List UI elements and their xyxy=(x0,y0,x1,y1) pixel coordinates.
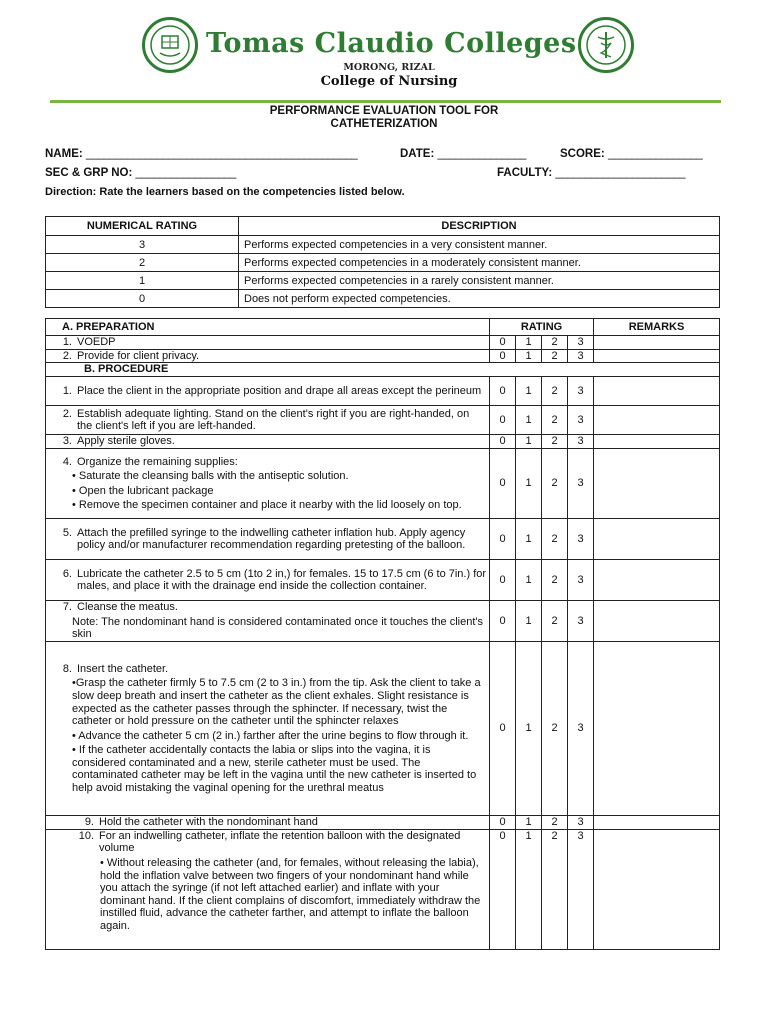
rating-option-0[interactable]: 0 xyxy=(490,601,516,642)
rating-option-3[interactable]: 3 xyxy=(568,829,594,949)
rating-description: Performs expected competencies in a very consistent manner. xyxy=(239,236,720,254)
checklist-row xyxy=(46,435,720,449)
rating-option-1[interactable]: 1 xyxy=(516,449,542,519)
date-field[interactable]: DATE: _______________ xyxy=(400,148,526,160)
remarks-cell[interactable] xyxy=(594,519,720,560)
checklist-row xyxy=(46,336,720,350)
rating-option-1[interactable]: 1 xyxy=(516,519,542,560)
section-b-row xyxy=(46,363,720,377)
faculty-field[interactable]: FACULTY: ______________________ xyxy=(497,167,686,179)
section-group-field[interactable]: SEC & GRP NO: _________________ xyxy=(45,167,236,179)
checklist-item: 3. Apply sterile gloves. xyxy=(46,435,490,449)
section-b-heading: B. PROCEDURE xyxy=(46,363,720,377)
checklist-item: 4. Organize the remaining supplies: • Saturate the cleansing balls with the antiseptic solution. • Open the lubricant package • Remove the specimen container and place it nearby with the lid loosely on top. xyxy=(46,449,490,519)
rating-scale-table xyxy=(45,216,720,308)
header-numerical-rating: NUMERICAL RATING xyxy=(46,217,239,236)
rating-option-1[interactable]: 1 xyxy=(516,377,542,406)
remarks-cell[interactable] xyxy=(594,435,720,449)
remarks-header: REMARKS xyxy=(594,319,720,336)
rating-option-2[interactable]: 2 xyxy=(542,349,568,363)
rating-value: 2 xyxy=(46,254,239,272)
rating-option-2[interactable]: 2 xyxy=(542,642,568,816)
rating-scale-row xyxy=(46,236,720,254)
header-divider xyxy=(50,100,721,103)
rating-option-3[interactable]: 3 xyxy=(568,406,594,435)
rating-option-1[interactable]: 1 xyxy=(516,601,542,642)
rating-option-2[interactable]: 2 xyxy=(542,829,568,949)
rating-value: 1 xyxy=(46,272,239,290)
score-field[interactable]: SCORE: ________________ xyxy=(560,148,703,160)
remarks-cell[interactable] xyxy=(594,560,720,601)
remarks-cell[interactable] xyxy=(594,349,720,363)
checklist-item: 8. Insert the catheter. •Grasp the catheter firmly 5 to 7.5 cm (2 to 3 in.) from the tip. Ask the client to take a slow deep breath and insert the catheter as the client exhales. Slight resistance is expected as the catheter passes through the sphincter. If necessary, twist the catheter or hold pressure on the catheter until the sphincter relaxes • Advance the catheter 5 cm (2 in.) farther after the urine begins to flow through it. • If the catheter accidentally contacts the labia or slips into the vagina, it is considered contaminated and a new, sterile catheter must be used. The contaminated catheter may be left in the vagina until the new catheter is inserted to help avoid mistaking the vaginal opening for the urethral meatus xyxy=(46,642,490,816)
remarks-cell[interactable] xyxy=(594,449,720,519)
direction-text: Direction: Rate the learners based on the competencies listed below. xyxy=(45,186,405,198)
checklist-row xyxy=(46,642,720,816)
remarks-cell[interactable] xyxy=(594,377,720,406)
checklist-item: 1. Place the client in the appropriate position and drape all areas except the perineum xyxy=(46,377,490,406)
rating-scale-row xyxy=(46,290,720,308)
checklist-row xyxy=(46,349,720,363)
rating-option-3[interactable]: 3 xyxy=(568,449,594,519)
rating-option-1[interactable]: 1 xyxy=(516,336,542,350)
letterhead xyxy=(0,14,768,94)
rating-option-3[interactable]: 3 xyxy=(568,519,594,560)
checklist-row xyxy=(46,519,720,560)
checklist-item: 5. Attach the prefilled syringe to the indwelling catheter inflation hub. Apply agency policy and/or manufacturer recommendation regarding pretesting of the balloon. xyxy=(46,519,490,560)
checklist-row xyxy=(46,406,720,435)
rating-option-3[interactable]: 3 xyxy=(568,336,594,350)
evaluation-header-row xyxy=(46,319,720,336)
rating-option-2[interactable]: 2 xyxy=(542,336,568,350)
rating-option-3[interactable]: 3 xyxy=(568,435,594,449)
rating-option-3[interactable]: 3 xyxy=(568,601,594,642)
document-title: PERFORMANCE EVALUATION TOOL FOR CATHETERIZATION xyxy=(269,105,499,130)
remarks-cell[interactable] xyxy=(594,829,720,949)
checklist-row xyxy=(46,377,720,406)
checklist-row xyxy=(46,816,720,830)
rating-scale-row xyxy=(46,272,720,290)
rating-option-1[interactable]: 1 xyxy=(516,642,542,816)
rating-option-0[interactable]: 0 xyxy=(490,336,516,350)
rating-scale-row xyxy=(46,254,720,272)
college-location: MORONG, RIZAL xyxy=(343,62,435,73)
rating-option-0[interactable]: 0 xyxy=(490,377,516,406)
rating-description: Performs expected competencies in a rarely consistent manner. xyxy=(239,272,720,290)
rating-option-1[interactable]: 1 xyxy=(516,406,542,435)
rating-option-2[interactable]: 2 xyxy=(542,435,568,449)
rating-value: 0 xyxy=(46,290,239,308)
rating-option-0[interactable]: 0 xyxy=(490,519,516,560)
college-seal-icon xyxy=(142,17,198,73)
header-description: DESCRIPTION xyxy=(239,217,720,236)
rating-option-0[interactable]: 0 xyxy=(490,349,516,363)
rating-option-0[interactable]: 0 xyxy=(490,829,516,949)
rating-option-1[interactable]: 1 xyxy=(516,560,542,601)
checklist-row xyxy=(46,449,720,519)
rating-option-1[interactable]: 1 xyxy=(516,816,542,830)
rating-option-0[interactable]: 0 xyxy=(490,449,516,519)
remarks-cell[interactable] xyxy=(594,816,720,830)
rating-option-2[interactable]: 2 xyxy=(542,519,568,560)
checklist-item: 7. Cleanse the meatus. Note: The nondominant hand is considered contaminated once it touches the client's skin xyxy=(46,601,490,642)
remarks-cell[interactable] xyxy=(594,642,720,816)
rating-option-0[interactable]: 0 xyxy=(490,560,516,601)
rating-option-2[interactable]: 2 xyxy=(542,406,568,435)
checklist-item: 9. Hold the catheter with the nondominant hand xyxy=(46,816,490,830)
college-name: Tomas Claudio Colleges xyxy=(206,28,577,59)
rating-option-3[interactable]: 3 xyxy=(568,816,594,830)
remarks-cell[interactable] xyxy=(594,406,720,435)
rating-option-1[interactable]: 1 xyxy=(516,349,542,363)
checklist-row xyxy=(46,560,720,601)
checklist-item: 2. Provide for client privacy. xyxy=(46,349,490,363)
rating-option-3[interactable]: 3 xyxy=(568,560,594,601)
rating-scale-header xyxy=(46,217,720,236)
rating-option-2[interactable]: 2 xyxy=(542,449,568,519)
rating-option-2[interactable]: 2 xyxy=(542,816,568,830)
rating-option-2[interactable]: 2 xyxy=(542,560,568,601)
evaluation-table xyxy=(45,318,720,950)
rating-description: Does not perform expected competencies. xyxy=(239,290,720,308)
checklist-item: 1. VOEDP xyxy=(46,336,490,350)
name-field[interactable]: NAME: ______________________________________________ xyxy=(45,148,358,160)
college-unit: College of Nursing xyxy=(320,74,458,89)
rating-header: RATING xyxy=(490,319,594,336)
checklist-item: 10. For an indwelling catheter, inflate the retention balloon with the designated volume • Without releasing the catheter (and, for females, without releasing the labia), hold the inflation valve between two fingers of your nondominant hand while you attach the syringe (if not left attached earlier) and inflate with your dominant hand. If the client complains of discomfort, immediately withdraw the instilled fluid, advance the catheter farther, and attempt to inflate the balloon again. xyxy=(46,829,490,949)
rating-value: 3 xyxy=(46,236,239,254)
checklist-item: 6. Lubricate the catheter 2.5 to 5 cm (1to 2 in,) for females. 15 to 17.5 cm (6 to 7in.) for males, and place it with the drainage end inside the collection container. xyxy=(46,560,490,601)
remarks-cell[interactable] xyxy=(594,336,720,350)
rating-option-2[interactable]: 2 xyxy=(542,601,568,642)
rating-option-1[interactable]: 1 xyxy=(516,435,542,449)
rating-description: Performs expected competencies in a moderately consistent manner. xyxy=(239,254,720,272)
checklist-row xyxy=(46,601,720,642)
rating-option-3[interactable]: 3 xyxy=(568,642,594,816)
remarks-cell[interactable] xyxy=(594,601,720,642)
checklist-row xyxy=(46,829,720,949)
rating-option-3[interactable]: 3 xyxy=(568,377,594,406)
rating-option-3[interactable]: 3 xyxy=(568,349,594,363)
rating-option-1[interactable]: 1 xyxy=(516,829,542,949)
rating-option-2[interactable]: 2 xyxy=(542,377,568,406)
rating-option-0[interactable]: 0 xyxy=(490,406,516,435)
rating-option-0[interactable]: 0 xyxy=(490,642,516,816)
section-a-heading: A. PREPARATION xyxy=(46,319,490,336)
checklist-item: 2. Establish adequate lighting. Stand on the client's right if you are right-handed, on the client's left if you are left-handed. xyxy=(46,406,490,435)
rating-option-0[interactable]: 0 xyxy=(490,816,516,830)
rating-option-0[interactable]: 0 xyxy=(490,435,516,449)
nursing-seal-icon xyxy=(578,17,634,73)
